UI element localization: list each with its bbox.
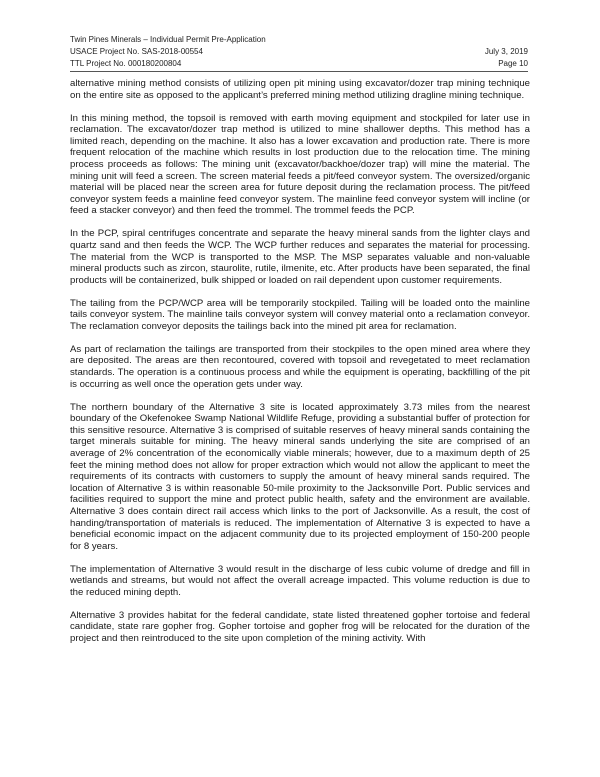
document-date: July 3, 2019: [484, 47, 528, 56]
document-body: [70, 78, 530, 656]
document-title: Twin Pines Minerals – Individual Permit Pre-Application: [70, 35, 266, 44]
paragraph: Alternative 3 provides habitat for the federal candidate, state listed threatened gopher tortoise and federal candidate, state rare gopher frog. Gopher tortoise and gopher frog will be relocated for the duration of the project and then reintroduced to the site upon completion of the mining activity. With: [70, 609, 530, 645]
paragraph: The northern boundary of the Alternative 3 site is located approximately 3.73 miles from the nearest boundary of the Okefenokee Swamp National Wildlife Refuge, providing a substantial buffer of protection for this sensitive resource. Alternative 3 is comprised of suitable reserves of heavy mineral sands containing the target minerals suitable for mining. The heavy mineral sands underlying the site are comprised of an average of 2% concentration of the economically viable minerals; however, due to a maximum depth of 25 feet the mining method does not allow for proper extraction which would not allow the applicant to meet the requirements of its contracts with customers to supply the amount of heavy mineral sands required. The location of Alternative 3 is within reasonable 50-mile proximity to the Jacksonville Port. Public services and facilities required to support the mine and protect public health, safety and the environment are available. Alternative 3 does contain direct rail access which links to the port of Jacksonville. As a result, the cost of handing/transportation of materials is reduced. The implementation of Alternative 3 is expected to have a beneficial economic impact on the adjacent community due to its projected employment of 150-200 people for 8 years.: [70, 401, 530, 552]
paragraph: In this mining method, the topsoil is removed with earth moving equipment and stockpiled for later use in reclamation. The excavator/dozer trap method is utilized to mine shallower depths. This method has a limited reach, depending on the machine. It also has a lower excavation and production rate. There is more frequent relocation of the machine which results in lost production due to the relocation time. The mining process proceeds as follows: The mining unit (excavator/backhoe/dozer trap) will mine the material. The mining unit will feed a screen. The screen material feeds a pit/feed conveyor system. The oversized/organic material will be placed near the screen area for future deposit during the reclamation process. The pit/feed conveyor system feeds a mainline feed conveyor system. The mainline feed conveyor system will incline (or feed a stacker conveyor) and then feed the trommel. The trommel feeds the PCP.: [70, 112, 530, 217]
header-divider: [70, 71, 528, 72]
usace-project-number: USACE Project No. SAS-2018-00554: [70, 47, 203, 56]
header-row-1: [70, 34, 528, 46]
paragraph: As part of reclamation the tailings are transported from their stockpiles to the open mined area where they are deposited. The areas are then recontoured, covered with topsoil and revegetated to meet reclamation standards. The operation is a continuous process and while the equipment is operating, backfilling of the pit is occurring as well once the operation gets under way.: [70, 343, 530, 390]
page-header: [70, 34, 528, 70]
ttl-project-number: TTL Project No. 000180200804: [70, 59, 182, 68]
header-row-2: [70, 46, 528, 58]
paragraph: In the PCP, spiral centrifuges concentrate and separate the heavy mineral sands from the lighter clays and quartz sand and then feeds the WCP. The WCP further reduces and separates the material for processing. The material from the WCP is transported to the MSP. The MSP separates valuable and non-valuable mineral products such as zircon, staurolite, rutile, ilmenite, etc. After products have been separated, the final products will be containerized, bulk shipped or loaded on rail dependent upon customer requirements.: [70, 228, 530, 286]
paragraph: alternative mining method consists of utilizing open pit mining using excavator/dozer trap mining technique on the entire site as opposed to the applicant’s preferred mining method utilizing dragline mining technique.: [70, 78, 530, 101]
paragraph: The implementation of Alternative 3 would result in the discharge of less cubic volume of dredge and fill in wetlands and streams, but would not affect the overall acreage impacted. This volume reduction is due to the reduced mining depth.: [70, 563, 530, 598]
header-row-3: [70, 58, 528, 70]
page-number: Page 10: [498, 59, 528, 68]
paragraph: The tailing from the PCP/WCP area will be temporarily stockpiled. Tailing will be loaded onto the mainline tails conveyor system. The mainline tails conveyor system will convey material onto a reclamation conveyor. The reclamation conveyor deposits the tailings back into the mined pit area for reclamation.: [70, 297, 530, 332]
